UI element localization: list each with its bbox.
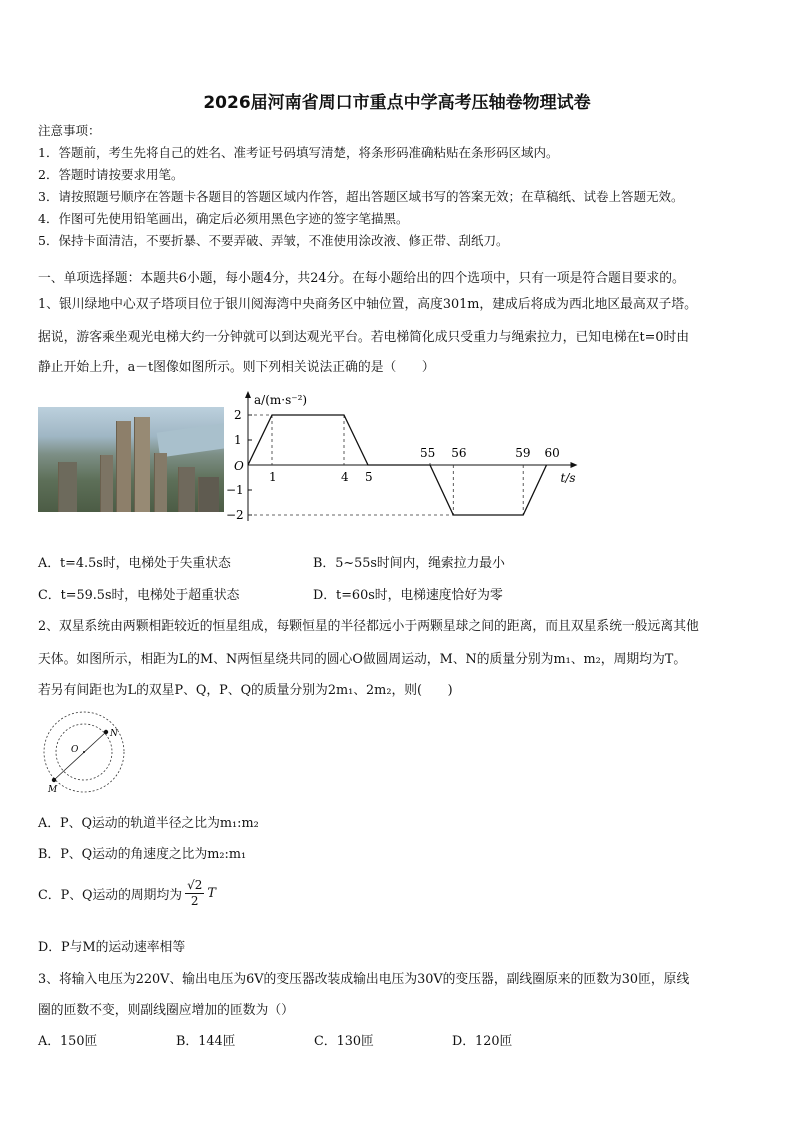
question-2-line: 天体。如图所示，相距为L的M、N两恒星绕共同的圆心O做圆周运动，M、N的质量分别为m₁、m₂，周期均为T。 <box>38 652 687 667</box>
notice-item: 4．作图可先使用铅笔画出，确定后必须用黑色字迹的签字笔描黑。 <box>38 211 409 226</box>
fraction <box>185 878 204 909</box>
question-3-line: 圈的匝数不变，则副线圈应增加的匝数为（） <box>38 1003 294 1018</box>
x-tick-label: 60 <box>544 446 560 460</box>
notice-item: 3．请按照题号顺序在答题卡各题目的答题区域内作答，超出答题区域书写的答案无效；在草稿纸、试卷上答题无效。 <box>38 189 684 204</box>
x-axis-label: t/s <box>560 471 576 485</box>
question-1-option-a[interactable]: A．t=4.5s时，电梯处于失重状态 <box>38 556 231 571</box>
option-c-prefix: C．P、Q运动的周期均为 <box>38 888 183 903</box>
x-tick-label: 5 <box>365 470 373 484</box>
option-c-suffix: T <box>207 886 216 901</box>
question-1-option-c[interactable]: C．t=59.5s时，电梯处于超重状态 <box>38 588 240 603</box>
center-point <box>83 751 85 753</box>
y-axis-label: a/(m·s⁻²) <box>254 393 308 407</box>
x-tick-label: 1 <box>269 470 277 484</box>
star-n <box>104 730 108 734</box>
fraction-numerator: √2 <box>187 878 203 892</box>
question-2-option-d[interactable]: D．P与M的运动速率相等 <box>38 940 186 955</box>
question-2-line: 若另有间距也为L的双星P、Q，P、Q的质量分别为2m₁、2m₂，则( ) <box>38 683 453 698</box>
question-1-line: 1、银川绿地中心双子塔项目位于银川阅海湾中央商务区中轴位置，高度301m，建成后将成为西北地区最高双子塔。 <box>38 297 697 312</box>
question-3-line: 3、将输入电压为220V、输出电压为6V的变压器改装成输出电压为30V的变压器，副线圈原来的匝数为30匝，原线 <box>38 972 690 987</box>
acceleration-time-chart <box>226 388 586 526</box>
notice-heading: 注意事项： <box>38 123 101 138</box>
fraction-denominator: 2 <box>190 894 199 908</box>
section-heading: 一、单项选择题：本题共6小题，每小题4分，共24分。在每小题给出的四个选项中，只有一项是符合题目要求的。 <box>38 271 685 286</box>
question-3-option-b[interactable]: B．144匝 <box>176 1034 236 1049</box>
x-tick-label: 4 <box>341 470 349 484</box>
y-tick-label: −2 <box>226 508 244 522</box>
question-1-line: 据说，游客乘坐观光电梯大约一分钟就可以到达观光平台。若电梯简化成只受重力与绳索拉力，已知电梯在t=0时由 <box>38 330 690 345</box>
notice-item: 2．答题时请按要求用笔。 <box>38 167 184 182</box>
star-m <box>52 778 56 782</box>
star-connector <box>54 732 106 780</box>
notice-item: 1．答题前，考生先将自己的姓名、准考证号码填写清楚，将条形码准确粘贴在条形码区域内。 <box>38 145 559 160</box>
x-tick-label: 55 <box>420 446 436 460</box>
notice-item: 5．保持卡面清洁，不要折暴、不要弄破、弄皱，不准使用涂改液、修正带、刮纸刀。 <box>38 233 509 248</box>
label-m: M <box>48 785 58 795</box>
question-2-line: 2、双星系统由两颗相距较近的恒星组成，每颗恒星的半径都远小于两颗星球之间的距离，而且双星系统一般远离其他 <box>38 619 699 634</box>
label-o: O <box>71 745 79 755</box>
question-1-option-b[interactable]: B．5~55s时间内，绳索拉力最小 <box>313 556 505 571</box>
page-title: 2026届河南省周口市重点中学高考压轴卷物理试卷 <box>203 93 591 113</box>
question-2-option-c[interactable] <box>38 878 216 909</box>
question-2-option-b[interactable]: B．P、Q运动的角速度之比为m₂:m₁ <box>38 847 247 862</box>
label-n: N <box>110 729 118 739</box>
question-1-line: 静止开始上升，a－t图像如图所示。则下列相关说法正确的是（ ） <box>38 360 435 375</box>
question-3-option-c[interactable]: C．130匝 <box>314 1034 374 1049</box>
y-axis-arrow <box>245 391 251 398</box>
question-3-option-a[interactable]: A．150匝 <box>38 1034 98 1049</box>
question-2-option-a[interactable]: A．P、Q运动的轨道半径之比为m₁:m₂ <box>38 816 259 831</box>
x-tick-label: 59 <box>515 446 531 460</box>
x-axis-arrow <box>571 462 578 468</box>
y-tick-label: −1 <box>226 483 244 497</box>
y-tick-label: 2 <box>234 408 242 422</box>
binary-star-diagram <box>38 708 134 796</box>
x-tick-label: 56 <box>451 446 467 460</box>
origin-label: O <box>234 459 244 473</box>
question-3-option-d[interactable]: D．120匝 <box>452 1034 513 1049</box>
question-1-option-d[interactable]: D．t=60s时，电梯速度恰好为零 <box>313 588 503 603</box>
y-tick-label: 1 <box>234 433 242 447</box>
twin-tower-photo <box>38 407 224 512</box>
